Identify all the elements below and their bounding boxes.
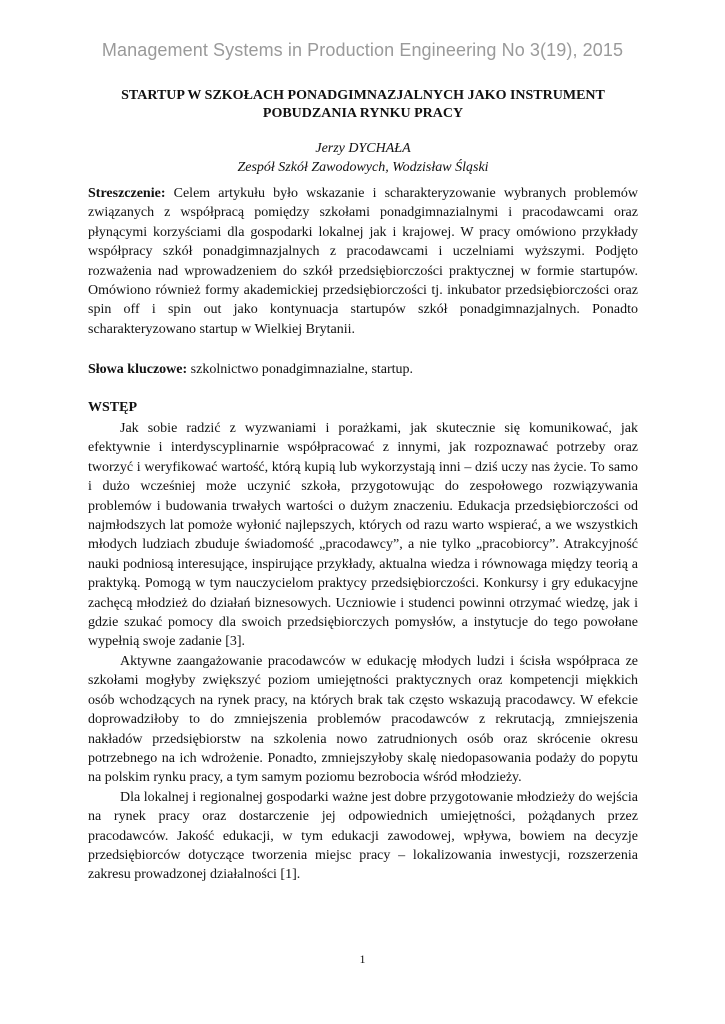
abstract-label: Streszczenie: xyxy=(88,186,166,201)
paragraph: Jak sobie radzić z wyzwaniami i porażkami, jak skutecznie się komunikować, jak efektywnie i interdyscyplinarnie współpracować z innymi, jak rozpoznawać potrzeby oraz tworzyć i weryfikować wartość, którą kupią lub wykorzystają inni – dziś uczy nas życie. To samo i dużo wcześniej może uczynić szkoła, przygotowując do zespołowego rozwiązywania problemów i budowania trwałych wartości o dużym znaczeniu. Edukacja przedsiębiorczości od najmłodszych lat pomoże wyłonić najlepszych, których od razu warto wspierać, a we wszystkich młodych ludziach zbuduje świadomość „pracodawcy”, a nie tylko „pracobiorcy”. Atrakcyjność nauki podniosą interesujące, inspirujące przykłady, aktualna wiedza i równowaga między teorią a praktyką. Pomogą w tym nauczycielom praktycy przedsiębiorczości. Konkursy i gry edukacyjne zachęcą młodzież do działań biznesowych. Uczniowie i studenci powinni otrzymać wiedzę, jak i gdzie szukać pomocy dla swoich przedsiębiorczych pomysłów, a instytucje do tego powołane wypełnią swoje zadanie [3]. xyxy=(88,421,638,650)
paragraph: Aktywne zaangażowanie pracodawców w edukację młodych ludzi i ścisła współpraca ze szkołami mogłyby zwiększyć poziom umiejętności praktycznych oraz kompetencji miękkich osób wchodzących na rynek pracy, na których brak tak często wskazują pracodawcy. W efekcie doprowadziłoby to do zmniejszenia problemów pracodawców z rekrutacją, zmniejszenia nakładów przedsiębiorstw na szkolenia nowo zatrudnionych osób oraz skrócenie okresu potrzebnego na ich wdrożenie. Ponadto, zmniejszyłoby skalę niedopasowania podaży do popytu na polskim rynku pracy, a tym samym poziomu bezrobocia wśród młodzieży. xyxy=(88,653,638,786)
section-heading: WSTĘP xyxy=(88,400,138,415)
keywords-label: Słowa kluczowe: xyxy=(88,362,188,377)
keywords xyxy=(88,360,638,379)
journal-header: Management Systems in Production Engineering No 3(19), 2015 xyxy=(101,40,624,60)
author-affiliation: Zespół Szkół Zawodowych, Wodzisław Śląski xyxy=(237,160,489,175)
page-number: 1 xyxy=(359,952,366,966)
section-body xyxy=(88,419,638,885)
abstract xyxy=(88,184,638,339)
paper-title: STARTUP W SZKOŁACH PONADGIMNAZJALNYCH JAKO INSTRUMENT POBUDZANIA RYNKU PRACY xyxy=(121,88,605,121)
keywords-text: szkolnictwo ponadgimnazialne, startup. xyxy=(190,362,414,377)
abstract-text: Celem artykułu było wskazanie i scharakteryzowanie wybranych problemów związanych z współpracą pomiędzy szkołami ponadgimnazialnymi i pracodawcami oraz płynącymi korzyściami dla gospodarki lokalnej jak i krajowej. W pracy omówiono przykłady współpracy szkół ponadgimnazjalnych z pracodawcami i uczelniami wyższymi. Podjęto rozważenia nad wprowadzeniem do szkół przedsiębiorczości praktycznej w formie startupów. Omówiono również formy akademickiej przedsiębiorczości tj. inkubator przedsiębiorczości oraz spin off i spin out jako kontynuacja startupów szkół ponadgimnazjalnych. Ponadto scharakteryzowano startup w Wielkiej Brytanii. xyxy=(88,186,638,337)
author-block xyxy=(88,139,638,177)
paragraph: Dla lokalnej i regionalnej gospodarki ważne jest dobre przygotowanie młodzieży do wejścia na rynek pracy oraz dostarczenie jej odpowiednich umiejętności, pożądanych przez pracodawców. Jakość edukacji, w tym edukacji zawodowej, wpływa, bowiem na decyzje przedsiębiorców dotyczące tworzenia miejsc pracy – lokalizowania inwestycji, rozszerzenia zakresu prowadzonej działalności [1]. xyxy=(88,789,638,883)
author-name: Jerzy DYCHAŁA xyxy=(315,141,411,156)
